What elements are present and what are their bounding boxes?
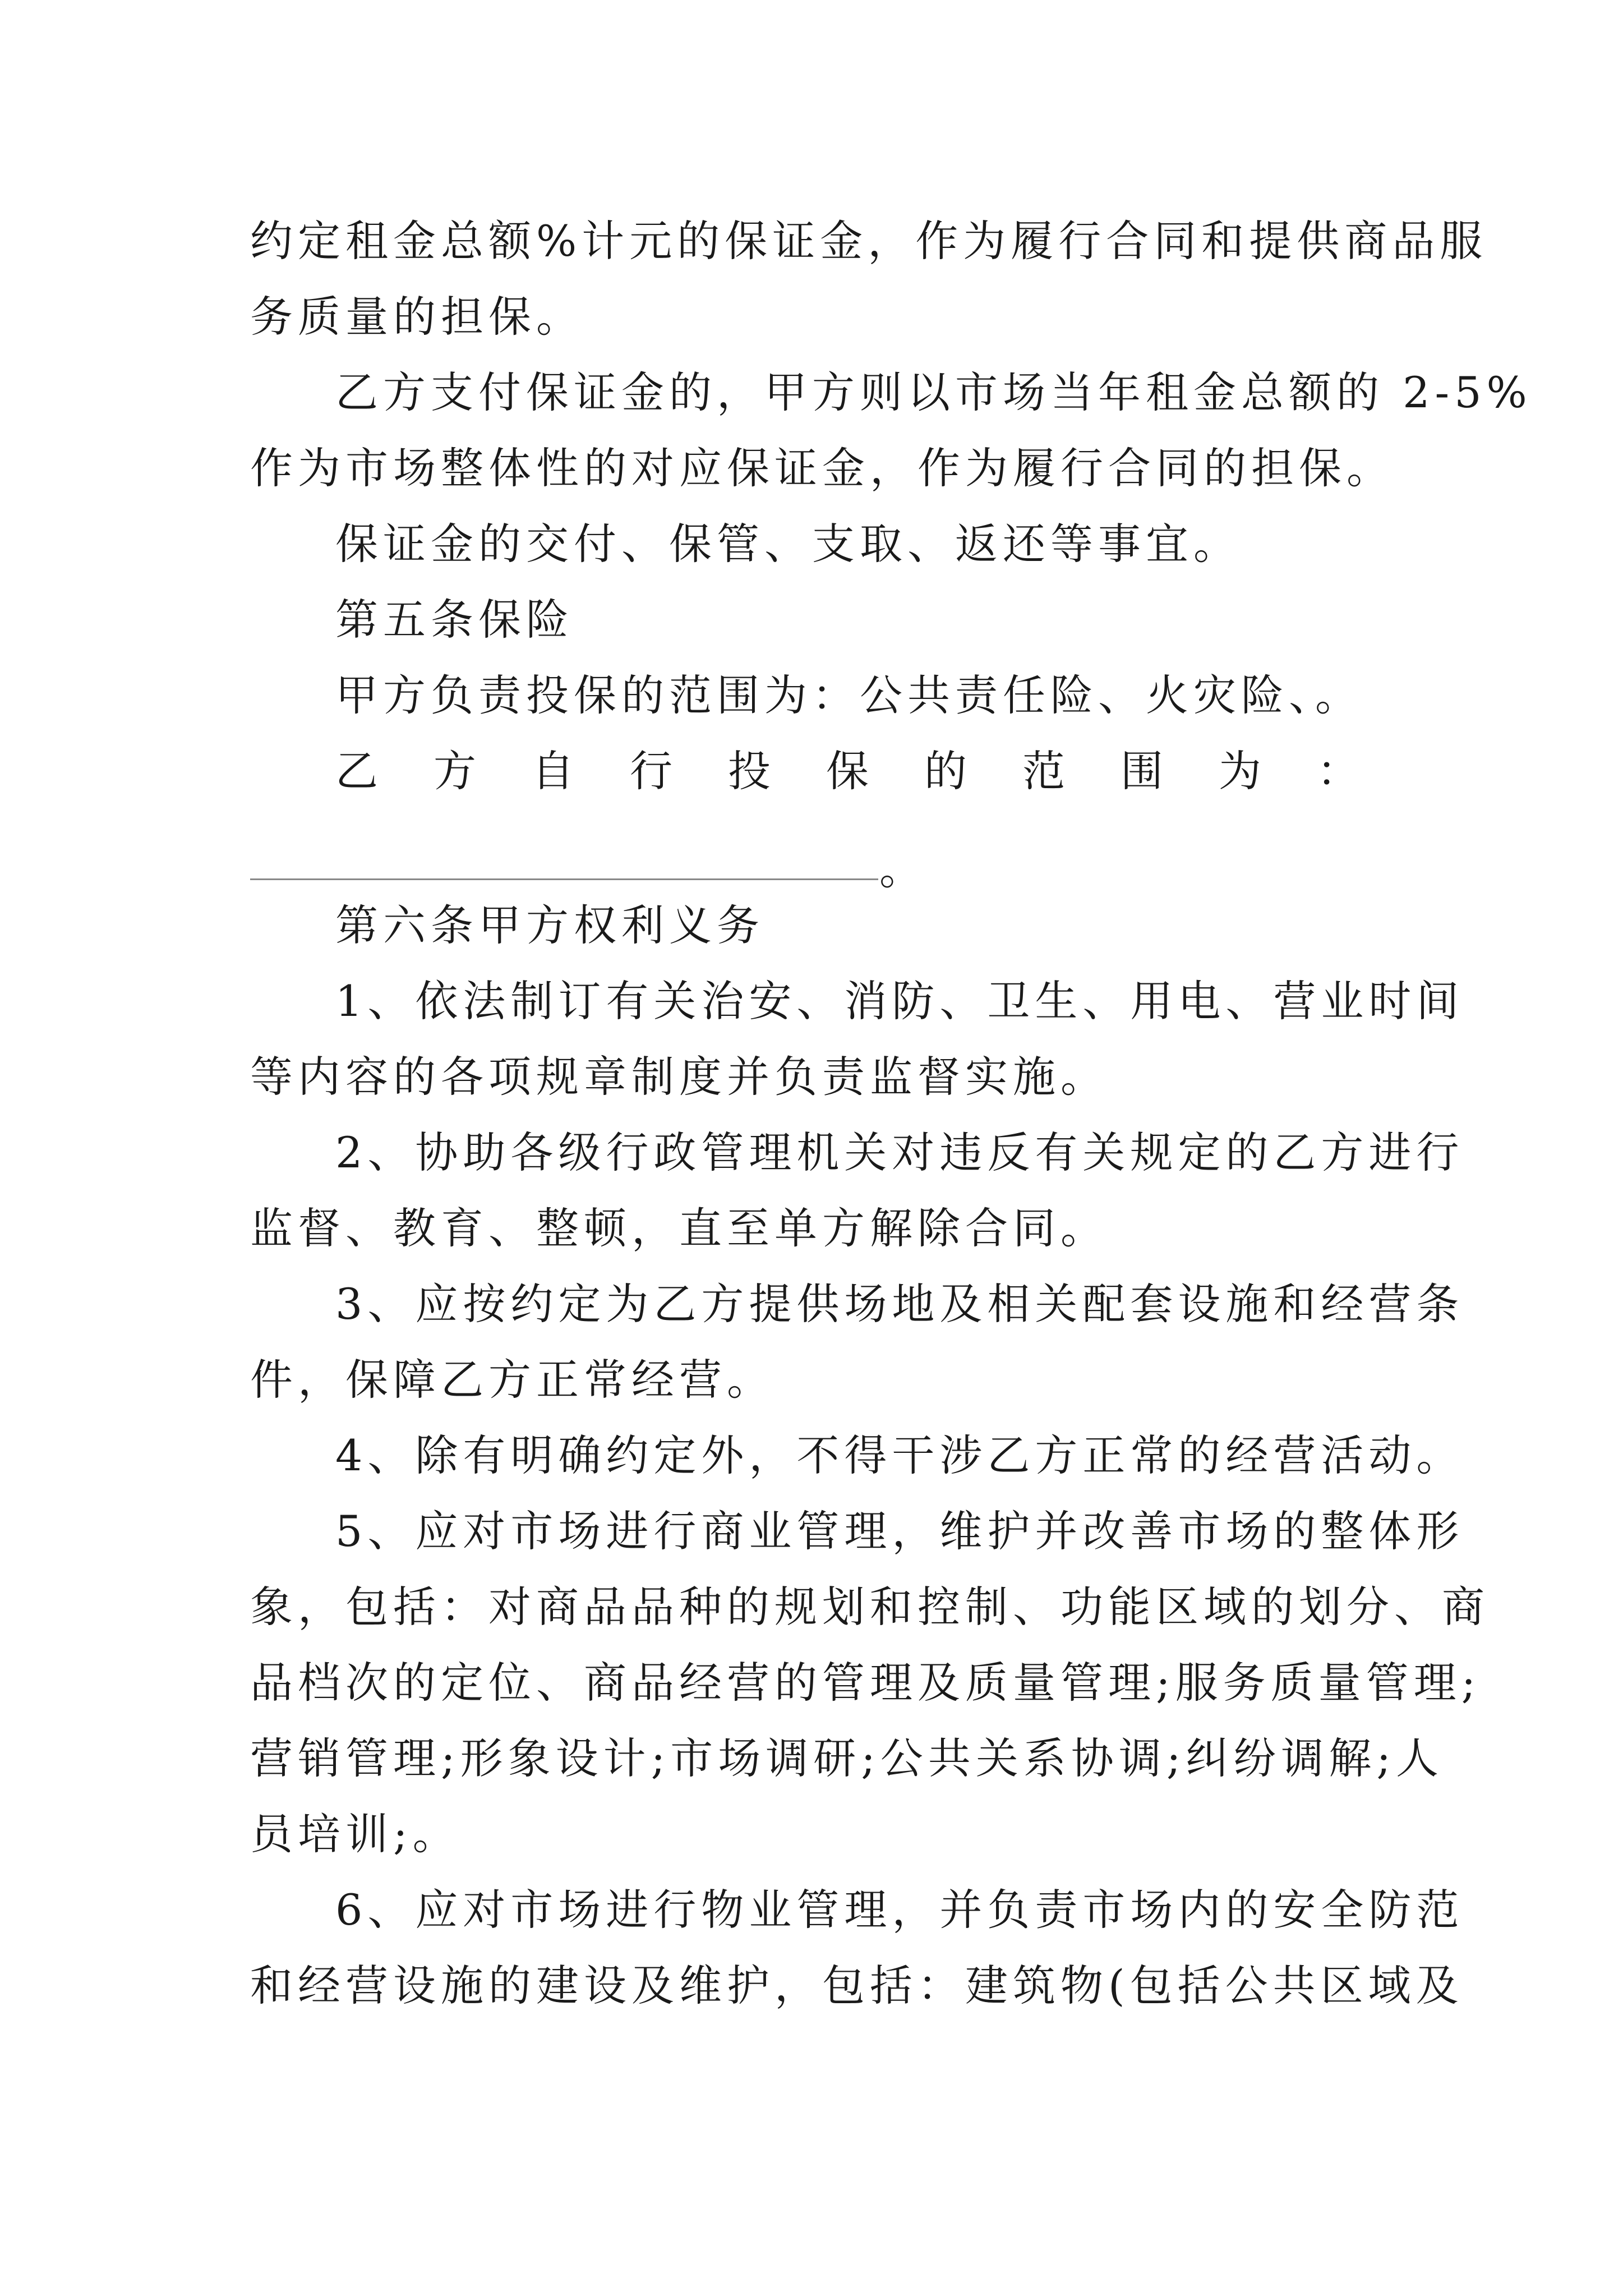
justified-line xyxy=(335,743,1359,799)
paragraph-line: 乙方支付保证金的，甲方则以市场当年租金总额的 2-5% xyxy=(335,367,1532,417)
paragraph-line: 3、应按约定为乙方提供场地及相关配套设施和经营条 xyxy=(335,1279,1464,1329)
paragraph-line: 和经营设施的建设及维护，包括：建筑物(包括公共区域及 xyxy=(250,1961,1464,2010)
fill-in-blank xyxy=(250,841,923,898)
justified-char: 自 xyxy=(532,746,574,796)
paragraph-line: 营销管理;形象设计;市场调研;公共关系协调;纠纷调解;人 xyxy=(250,1733,1444,1783)
section-heading: 第五条保险 xyxy=(335,595,574,645)
justified-char: 为 xyxy=(1219,746,1261,796)
justified-char: 行 xyxy=(630,746,672,796)
paragraph-line: 5、应对市场进行商业管理，维护并改善市场的整体形 xyxy=(335,1506,1464,1556)
paragraph-line: 员培训;。 xyxy=(250,1809,460,1859)
paragraph-line: 保证金的交付、保管、支取、返还等事宜。 xyxy=(335,519,1241,569)
justified-char: 乙 xyxy=(335,746,378,796)
justified-char: 的 xyxy=(924,746,967,796)
paragraph-line: 1、依法制订有关治安、消防、卫生、用电、营业时间 xyxy=(335,976,1464,1026)
justified-char: ： xyxy=(1317,746,1359,796)
paragraph-line: 甲方负责投保的范围为：公共责任险、火灾险、。 xyxy=(335,670,1363,720)
justified-char: 范 xyxy=(1022,746,1065,796)
paragraph-line: 监督、教育、整顿，直至单方解除合同。 xyxy=(250,1203,1108,1253)
paragraph-line: 品档次的定位、商品经营的管理及质量管理;服务质量管理; xyxy=(250,1658,1481,1708)
paragraph-line: 件，保障乙方正常经营。 xyxy=(250,1355,774,1405)
paragraph-line: 象，包括：对商品品种的规划和控制、功能区域的划分、商 xyxy=(250,1582,1490,1632)
paragraph-line: 作为市场整体性的对应保证金，作为履行合同的担保。 xyxy=(250,443,1394,493)
paragraph-line: 6、应对市场进行物业管理，并负责市场内的安全防范 xyxy=(335,1885,1464,1935)
blank-underline xyxy=(250,878,878,880)
justified-char: 保 xyxy=(826,746,869,796)
justified-char: 围 xyxy=(1121,746,1163,796)
justified-char: 方 xyxy=(434,746,476,796)
paragraph-line: 2、协助各级行政管理机关对违反有关规定的乙方进行 xyxy=(335,1128,1464,1177)
paragraph-line: 务质量的担保。 xyxy=(250,292,584,342)
paragraph-line: 4、除有明确约定外，不得干涉乙方正常的经营活动。 xyxy=(335,1430,1464,1480)
blank-period: 。 xyxy=(879,844,922,894)
section-heading: 第六条甲方权利义务 xyxy=(335,900,764,950)
paragraph-line: 等内容的各项规章制度并负责监督实施。 xyxy=(250,1052,1108,1102)
paragraph-line: 约定租金总额%计元的保证金，作为履行合同和提供商品服 xyxy=(250,216,1488,266)
justified-char: 投 xyxy=(728,746,771,796)
